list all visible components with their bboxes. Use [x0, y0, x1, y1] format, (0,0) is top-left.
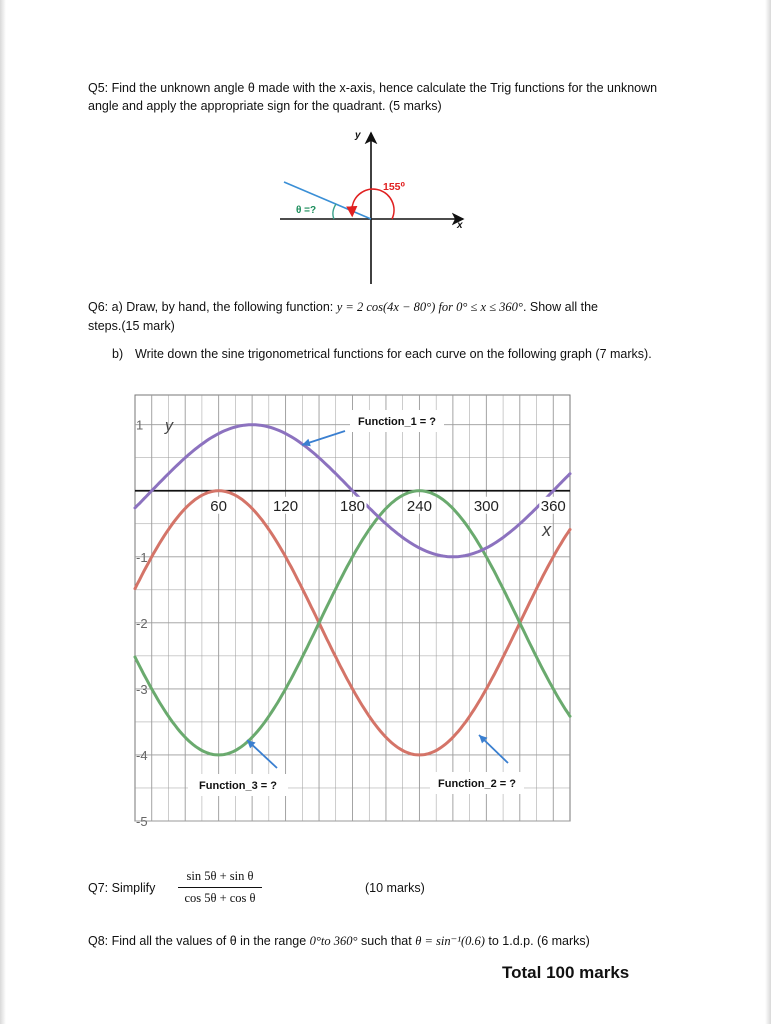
function-3-label: Function_3 = ?	[199, 780, 277, 792]
x-tick-label: 240	[406, 497, 432, 515]
q5-unknown-label: θ =?	[296, 205, 317, 216]
x-axis-label: x	[542, 519, 552, 540]
x-tick-label: 120	[273, 497, 299, 515]
y-tick-label: -4	[136, 747, 148, 763]
q7-numerator: sin 5θ + sin θ	[186, 869, 254, 883]
q7-label: Q7: Simplify	[88, 881, 156, 895]
q6-b-label: b)	[112, 347, 124, 361]
q5-text-line1: Q5: Find the unknown angle θ made with the x-axis, hence calculate the Trig functions for the unknown	[88, 81, 658, 95]
y-tick-label: -5	[136, 814, 148, 829]
graph-grid	[135, 395, 570, 821]
function-1-label: Function_1 = ?	[358, 416, 436, 428]
q6-b-text: Write down the sine trigonometrical functions for each curve on the following graph (7 marks).	[135, 347, 652, 361]
x-tick-label: 300	[473, 497, 499, 515]
q8-prefix: Q8: Find all the values of θ in the range	[88, 934, 310, 948]
q6-a-line2: steps.(15 mark)	[88, 319, 175, 333]
y-tick-label: -1	[136, 549, 148, 565]
q7-denominator: cos 5θ + cos θ	[184, 891, 256, 905]
q8-suffix: to 1.d.p. (6 marks)	[484, 934, 590, 948]
y-tick-label: 1	[136, 417, 144, 433]
q8-equation: θ = sin⁻¹(0.6)	[415, 934, 485, 948]
q8-text	[88, 932, 590, 950]
q8-range: 0°to 360°	[309, 934, 358, 948]
q6-a-formula: y = 2 cos(4x − 80°) for 0° ≤ x ≤ 360°	[336, 300, 523, 314]
x-tick-label: 360	[540, 497, 566, 515]
y-tick-label: -2	[136, 615, 148, 631]
q5-y-label: y	[355, 130, 361, 141]
q7-marks: (10 marks)	[365, 881, 425, 895]
q6-a-suffix: . Show all the	[522, 300, 598, 314]
x-tick-label: 180	[339, 497, 366, 515]
q8-middle: such that	[357, 934, 416, 948]
q6-a-prefix: Q6: a) Draw, by hand, the following function:	[88, 300, 337, 314]
function-2-label: Function_2 = ?	[438, 778, 516, 790]
q5-angle-label: 155⁰	[383, 181, 406, 193]
y-axis-label: y	[165, 417, 173, 435]
q5-text-line2: angle and apply the appropriate sign for the quadrant. (5 marks)	[88, 99, 442, 113]
q5-x-label: x	[457, 220, 463, 231]
q7-fraction	[178, 869, 262, 906]
total-marks: Total 100 marks	[502, 963, 630, 982]
q7-fraction-bar	[178, 887, 262, 888]
y-tick-label: -3	[136, 681, 148, 697]
x-tick-label: 60	[210, 497, 227, 515]
